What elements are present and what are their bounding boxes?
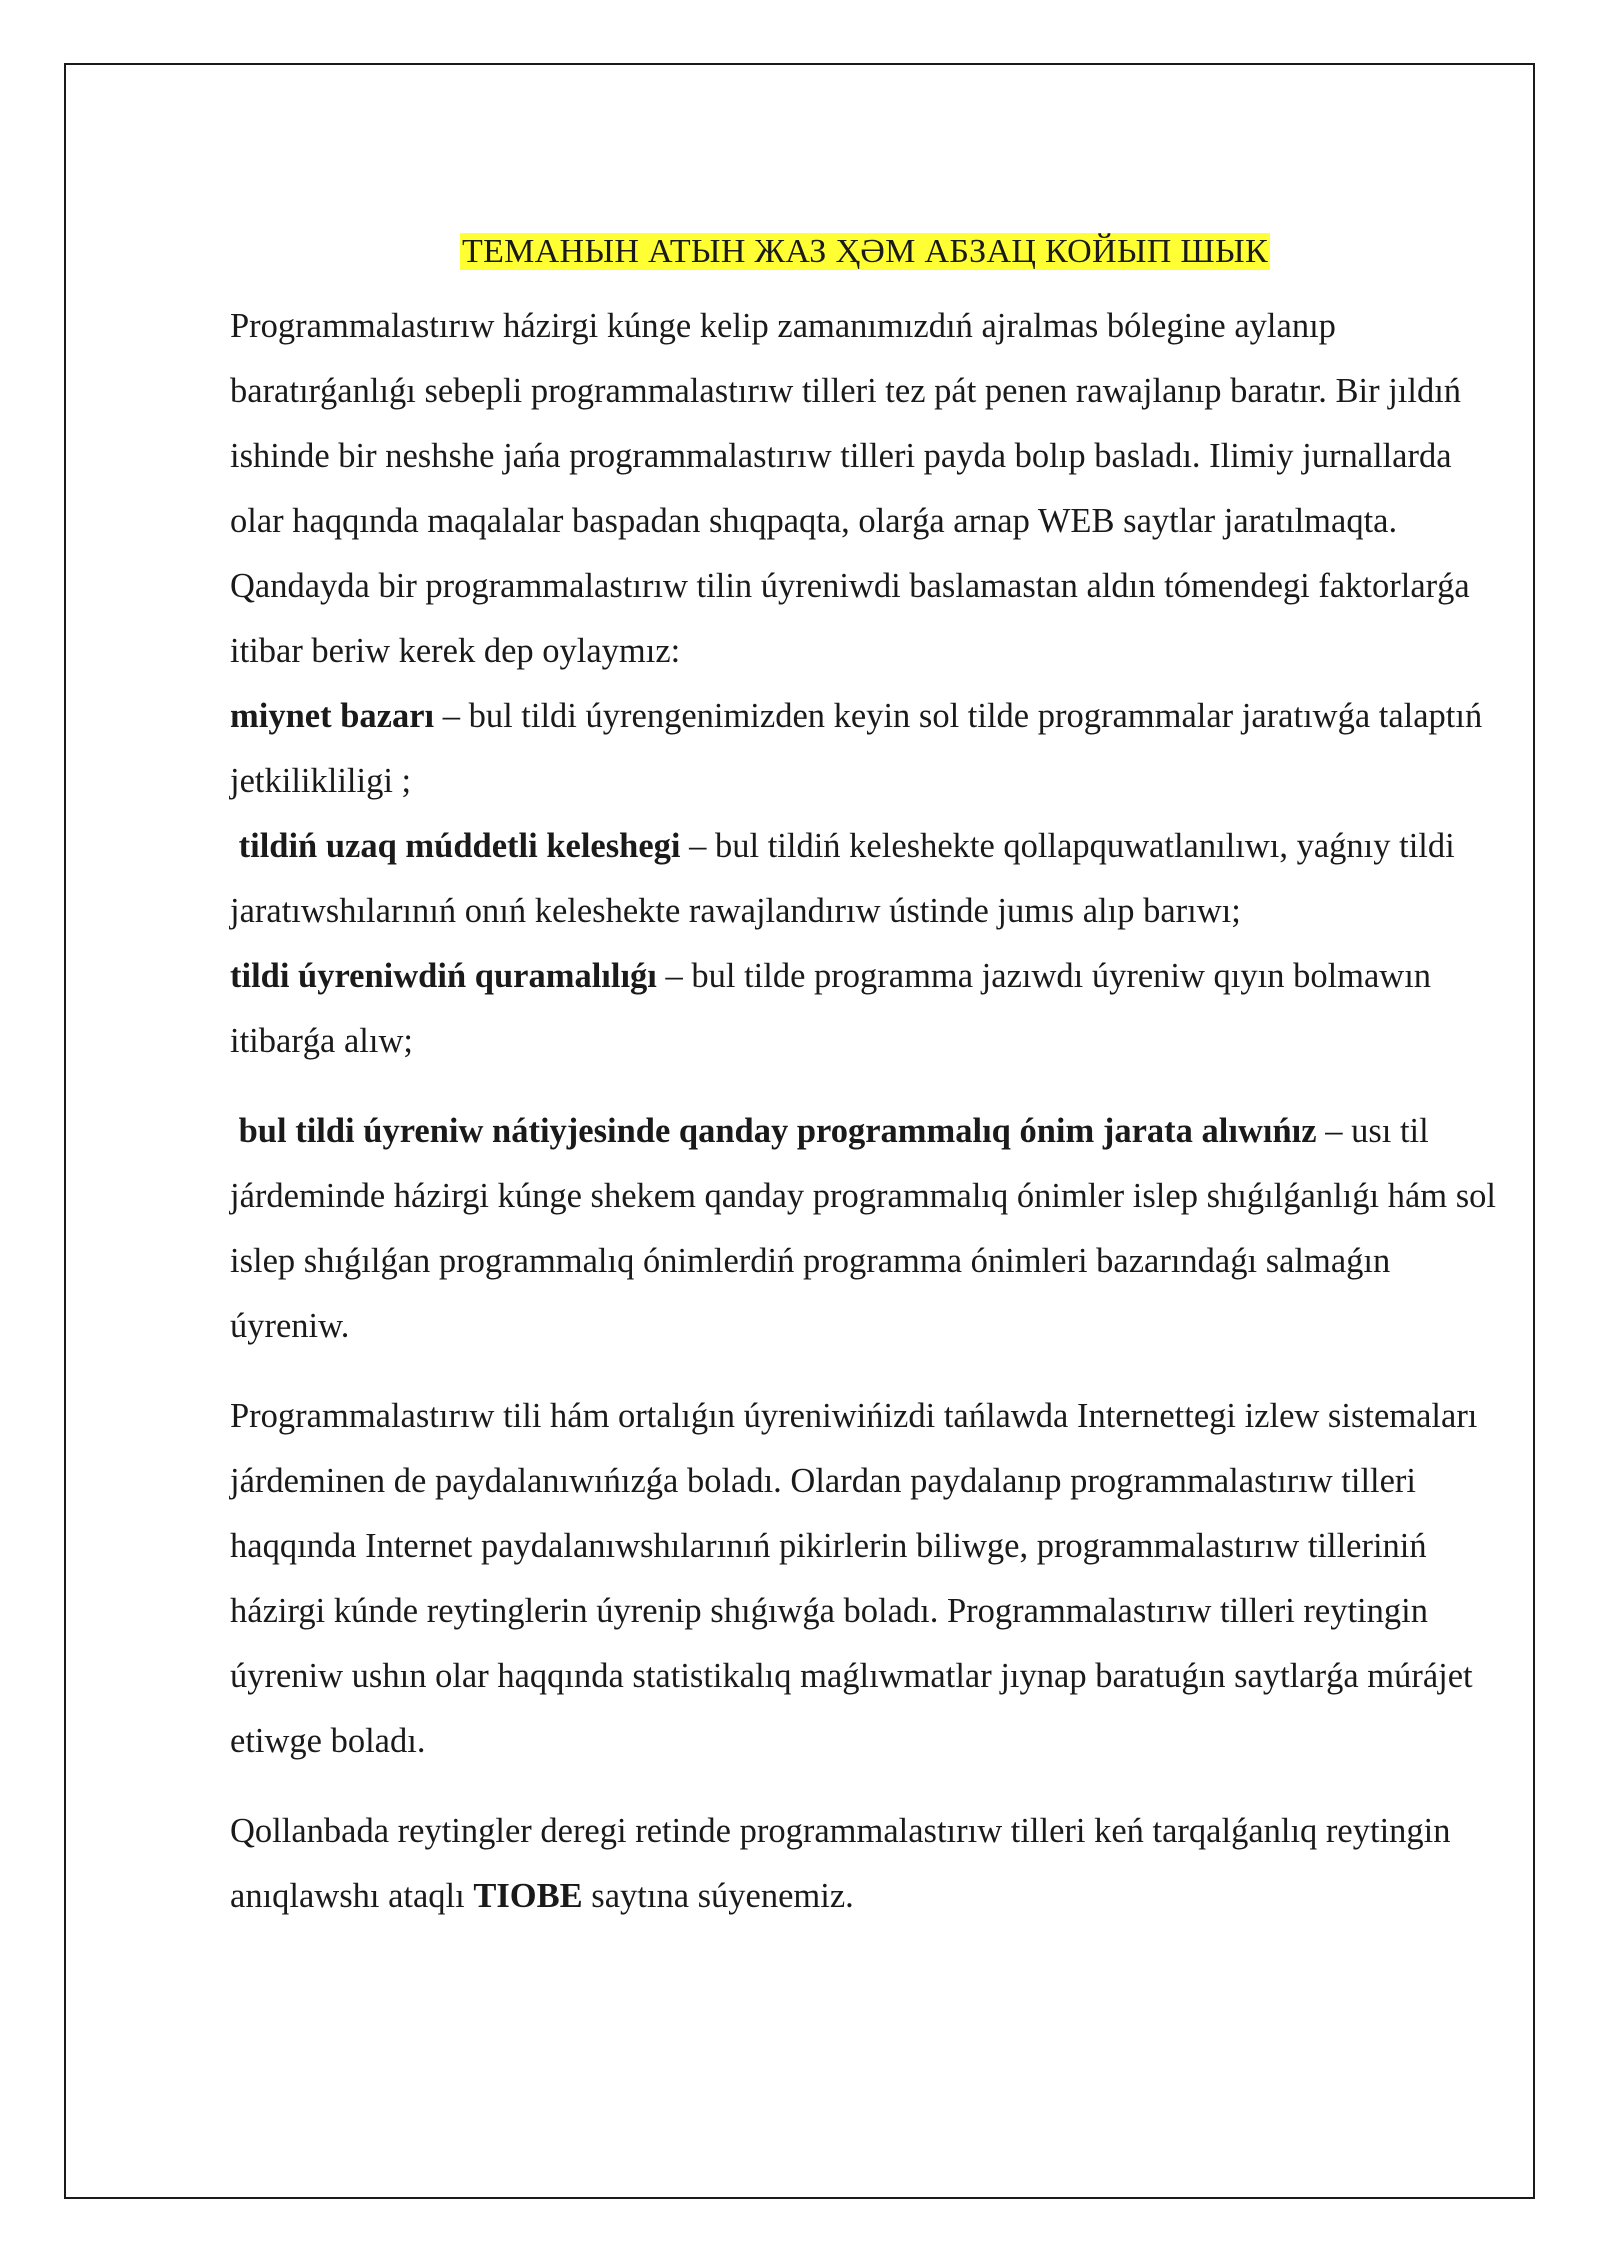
search-paragraph: Programmalastırıw tili hám ortalıǵın úyreniwińizdi tańlawda Internettegi izlew sistemaları járdeminen de paydalanıwıńızǵa boladı. Olardan paydalanıp programmalastırıw tilleri haqqında Internet paydalanıwshılarınıń pikirlerin biliwge, programmalastırıw tilleriniń házirgi kúnde reytinglerin úyrenip shıǵıwǵa boladı. Programmalastırıw tilleri reytingin úyreniw ushın olar haqqında statistikalıq maǵlıwmatlar jıynap baratuǵın saytlarǵa múrájet etiwge boladı. bbox=[230, 1397, 1478, 1760]
factor-term: tildi úyreniwdiń quramalılıǵı bbox=[230, 957, 657, 995]
document-title bbox=[230, 224, 1500, 280]
factor-item bbox=[230, 684, 1500, 814]
factor-term: tildiń uzaq múddetli keleshegi bbox=[230, 827, 681, 865]
tiobe-term: TIOBE bbox=[473, 1877, 583, 1915]
closing-paragraph bbox=[230, 1799, 1500, 1929]
factor-item bbox=[230, 1099, 1505, 1359]
factor-term: bul tildi úyreniw nátiyjesinde qanday programmalıq ónim jarata alıwıńız bbox=[230, 1112, 1317, 1150]
highlighted-title: ТЕМАНЫН АТЫН ЖАЗ ҲӘМ АБЗАЦ КОЙЫП ШЫК bbox=[462, 233, 1268, 270]
paragraph-spacer bbox=[230, 1359, 1500, 1384]
factor-item bbox=[230, 814, 1500, 944]
paragraph-spacer bbox=[230, 1774, 1500, 1799]
paragraph-spacer bbox=[230, 1074, 1500, 1099]
factor-text: – bul tildi úyrengenimizden keyin sol tilde programmalar jaratıwǵa talaptıń jetkilikliligi ; bbox=[230, 697, 1483, 800]
intro-paragraph: Programmalastırıw házirgi kúnge kelip zamanımızdıń ajralmas bólegine aylanıp baratırǵanlıǵı sebepli programmalastırıw tilleri tez pát penen rawajlanıp baratır. Bir jıldıń ishinde bir neshshe jańa programmalastırıw tilleri payda bolıp basladı. Ilimiy jurnallarda olar haqqında maqalalar baspadan shıqpaqta, olarǵa arnap WEB saytlar jaratılmaqta. Qandayda bir programmalastırıw tilin úyreniwdi baslamastan aldın tómendegi faktorlarǵa itibar beriw kerek dep oylaymız: bbox=[230, 307, 1470, 670]
factor-term: miynet bazarı bbox=[230, 697, 435, 735]
factor-text: – usı til járdeminde házirgi kúnge shekem qanday programmalıq ónimler islep shıǵılǵanlıǵı hám sol islep shıǵılǵan programmalıq ónimlerdiń programma ónimleri bazarındaǵı salmaǵın úyreniw. bbox=[230, 1112, 1505, 1345]
factor-text: – bul tildiń keleshekte qollapquwatlanılıwı, yaǵnıy tildi jaratıwshılarınıń onıń keleshekte rawajlandırıw ústinde jumıs alıp barıwı; bbox=[230, 827, 1464, 930]
closing-text-start: Qollanbada reytingler deregi retinde programmalastırıw tilleri keń tarqalǵanlıq reytingin anıqlawshı ataqlı bbox=[230, 1812, 1451, 1915]
closing-text-end: saytına súyenemiz. bbox=[582, 1877, 854, 1915]
factor-text: – bul tilde programma jazıwdı úyreniw qıyın bolmawın itibarǵa alıw; bbox=[230, 957, 1432, 1060]
factor-item bbox=[230, 944, 1500, 1074]
document-body bbox=[230, 224, 1505, 1929]
